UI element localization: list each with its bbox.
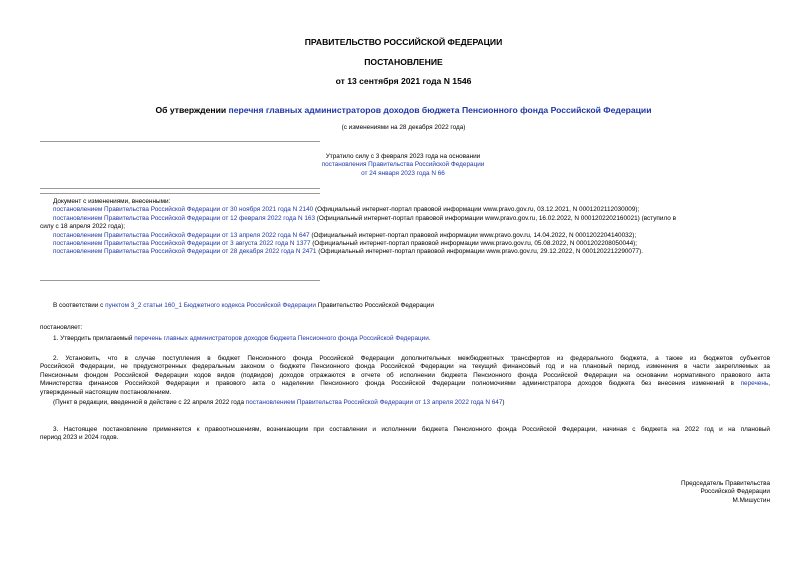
- paragraph-1-end: .: [428, 335, 431, 342]
- decrees-word: постановляет:: [40, 324, 83, 331]
- edition-note: [40, 399, 770, 407]
- divider-line: [40, 193, 320, 194]
- budget-code-link[interactable]: пунктом 3_2 статьи 160_1 Бюджетного кодекса Российской Федерации: [105, 302, 316, 309]
- amendment-source: (Официальный интернет-портал правовой информации www.pravo.gov.ru, 05.08.2022, N 0001202208050044);: [310, 240, 638, 248]
- amendment-source: (Официальный интернет-портал правовой информации www.pravo.gov.ru, 29.12.2022, N 0001202212290077).: [316, 248, 644, 256]
- paragraph-2-comma: ,: [768, 380, 770, 388]
- paragraph-2-line: утвержденный настоящим постановлением.: [40, 388, 172, 396]
- amendment-link[interactable]: постановлением Правительства Российской Федерации от 3 августа 2022 года N 1377: [53, 240, 311, 248]
- amendment-source: (Официальный интернет-портал правовой информации www.pravo.gov.ru, 14.04.2022, N 0001202204140032);: [309, 231, 637, 239]
- divider-line: [40, 141, 320, 142]
- expired-link-decree[interactable]: постановления Правительства Российской Федерации: [321, 161, 485, 169]
- paragraph-3: [40, 426, 770, 443]
- paragraph-2-line: 2. Установить, что в случае поступления в бюджет Пенсионного фонда Российской Федерации дополнительных межбюджетных трансфертов из федерального бюджета, а также из бюджетов субъектов: [53, 355, 770, 362]
- paragraph-2-text: Министерства финансов Российской Федерации и правового акта о наделении Пенсионного фонда Российской Федерации полномочиями администратора доходов бюджета без внесения изменений в: [40, 380, 741, 388]
- amendments-block: [40, 198, 770, 257]
- amendment-item: [40, 232, 770, 240]
- amendment-source: (Официальный интернет-портал правовой информации www.pravo.gov.ru, 16.02.2022, N 0001202202160021) (вступило в: [315, 214, 676, 222]
- signature-title: Председатель Правительства: [681, 480, 770, 487]
- document-type-heading: ПОСТАНОВЛЕНИЕ: [364, 57, 443, 67]
- amendment-item: [40, 248, 770, 256]
- preamble-text: В соответствии с: [53, 302, 106, 309]
- paragraph-1-text: 1. Утвердить прилагаемый: [53, 335, 135, 342]
- paragraph-2-line: Российской Федерации, не предусмотренных федеральным законом о бюджете Пенсионного фонда Российской Федерации на текущий финансовый год и на плановый период, изменения в части закрепляемых за: [40, 363, 770, 371]
- preamble-text-end: Правительство Российской Федерации: [315, 302, 434, 309]
- amendment-link[interactable]: постановлением Правительства Российской Федерации от 28 декабря 2022 года N 2471: [53, 248, 317, 256]
- list-link-short[interactable]: перечень: [740, 380, 769, 388]
- amendment-link[interactable]: постановлением Правительства Российской Федерации от 30 ноября 2021 года N 2140: [53, 206, 314, 214]
- preamble: [53, 302, 773, 310]
- amendment-item: [40, 206, 770, 214]
- list-link[interactable]: перечень главных администраторов доходов бюджета Пенсионного фонда Российской Федерации: [134, 335, 429, 342]
- divider-line: [40, 280, 320, 281]
- edition-note-end: ): [502, 399, 505, 407]
- title-link[interactable]: перечня главных администраторов доходов бюджета Пенсионного фонда Российской Федерации: [228, 105, 652, 115]
- paragraph-2-line: [40, 380, 770, 388]
- amendments-intro: Документ с изменениями, внесенными:: [53, 198, 171, 205]
- paragraph-3-line: период 2023 и 2024 годов.: [40, 434, 119, 442]
- signature-block: [560, 480, 770, 505]
- signature-org: Российской Федерации: [700, 488, 770, 496]
- divider-line: [40, 188, 320, 189]
- amendment-source: (Официальный интернет-портал правовой информации www.pravo.gov.ru, 03.12.2021, N 0001202112030009);: [313, 206, 640, 214]
- paragraph-2: [40, 355, 770, 407]
- amendment-link[interactable]: постановлением Правительства Российской Федерации от 12 февраля 2022 года N 163: [53, 214, 316, 222]
- government-heading: ПРАВИТЕЛЬСТВО РОССИЙСКОЙ ФЕДЕРАЦИИ: [304, 37, 503, 47]
- expired-notice: [250, 153, 556, 178]
- paragraph-1: [53, 335, 773, 343]
- title-prefix: Об утверждении: [155, 105, 229, 115]
- signature-name: М.Мишустин: [732, 496, 770, 504]
- expired-link-date[interactable]: от 24 января 2023 года N 66: [361, 169, 445, 177]
- expired-text: Утратило силу с 3 февраля 2023 года на основании: [325, 153, 481, 160]
- amendment-link[interactable]: постановлением Правительства Российской Федерации от 13 апреля 2022 года N 647: [53, 231, 310, 239]
- amendment-item-continuation: силу с 18 апреля 2022 года);: [40, 223, 125, 231]
- amendment-item: [40, 215, 770, 223]
- document-date-heading: от 13 сентября 2021 года N 1546: [335, 76, 472, 86]
- paragraph-2-line: Пенсионным фондом Российской Федерации кодов видов (подвидов) доходов отражаются в отчете об исполнении бюджета Пенсионного фонда Российской Федерации на основании нормативного правового акта: [40, 371, 770, 379]
- edition-note-link[interactable]: постановлением Правительства Российской Федерации от 13 апреля 2022 года N 647: [245, 399, 503, 407]
- paragraph-3-line: 3. Настоящее постановление применяется к правоотношениям, возникающим при составлении и исполнении бюджета Пенсионного фонда Российской Федерации, начиная с бюджета на 2022 год и на плановый: [53, 426, 770, 433]
- edition-note-text: (Пункт в редакции, введенной в действие с 22 апреля 2022 года: [53, 399, 246, 407]
- document-title: [0, 105, 807, 115]
- changes-note: (с изменениями на 28 декабря 2022 года): [341, 124, 466, 131]
